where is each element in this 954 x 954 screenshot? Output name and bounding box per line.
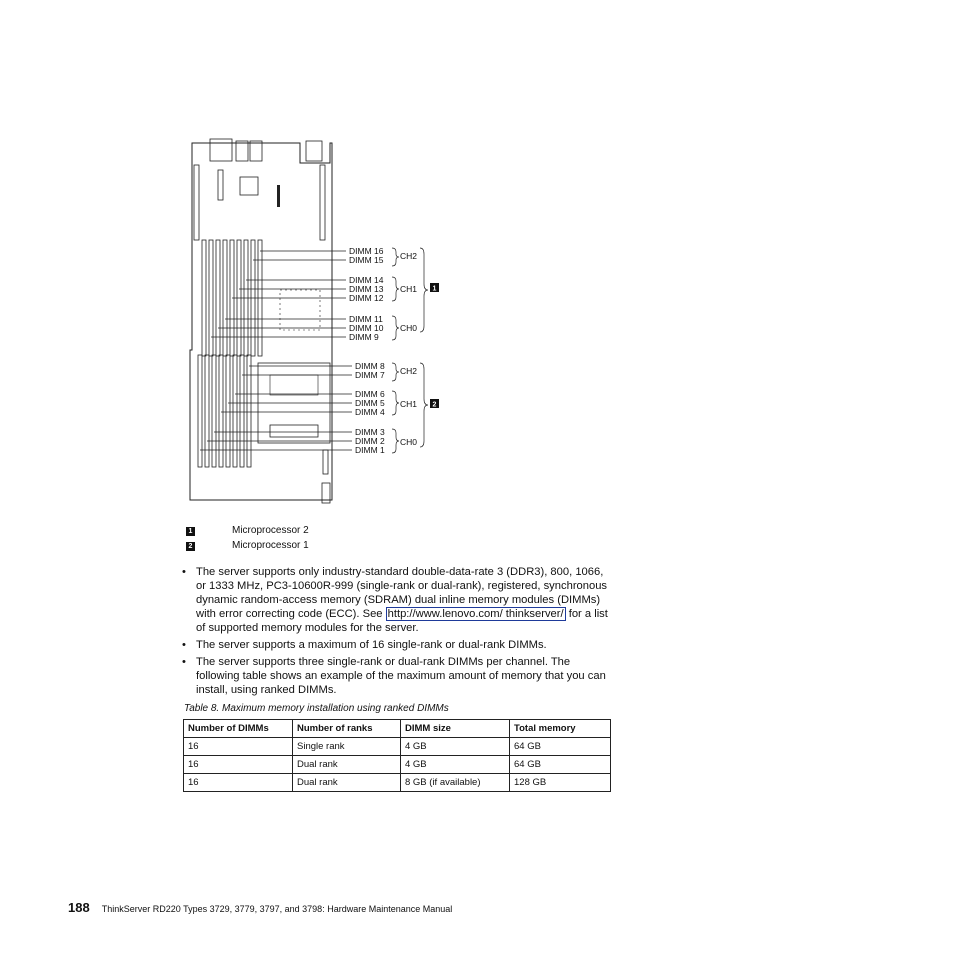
table-row	[184, 738, 611, 756]
table-row	[184, 774, 611, 792]
processor-2-socket	[280, 290, 320, 330]
dimm-label: DIMM 11	[349, 314, 383, 324]
dimm-label: DIMM 3	[355, 427, 385, 437]
chip	[240, 177, 258, 195]
dimm-label: DIMM 14	[349, 275, 384, 285]
table-row	[184, 756, 611, 774]
table-cell: Single rank	[293, 738, 401, 756]
bullet-text: The server supports three single-rank or dual-rank DIMMs per channel. The following table shows an example of the maximum amount of memory that you can install, using ranked DIMMs.	[196, 656, 606, 696]
rear-connector	[210, 139, 232, 161]
dimm-label: DIMM 5	[355, 398, 385, 408]
bullet-text: for a list of supported memory modules for the server.	[196, 608, 608, 634]
column-header: DIMM size	[401, 720, 510, 738]
connector	[218, 170, 223, 200]
leader-lines-upper	[211, 251, 346, 337]
table-cell: 64 GB	[510, 756, 611, 774]
channel-label: CH1	[400, 399, 418, 409]
dimm-label: DIMM 16	[349, 246, 384, 256]
dimm-label: DIMM 4	[355, 407, 385, 417]
bullet-text: The server supports only industry-standard double-data-rate 3 (DDR3), 800, 1066, or 1333 MHz, PC3-10600R-999 (single-rank or dual-rank), registered, synchronous dynamic random-access memory (SDRAM) dual inline memory modules (DIMMs) with error correcting code (ECC). See	[196, 566, 608, 620]
bullet-dot: •	[182, 566, 186, 578]
legend-row	[186, 525, 309, 537]
riser-slot	[320, 165, 325, 240]
dimm-label: DIMM 10	[349, 323, 384, 333]
list-item	[182, 638, 612, 652]
dimm-label: DIMM 8	[355, 361, 385, 371]
legend-label: Microprocessor 2	[232, 525, 309, 536]
channel-label: CH2	[400, 366, 418, 376]
lenovo-thinkserver-link[interactable]: http://www.lenovo.com/ thinkserver/	[387, 608, 564, 620]
table-cell: 16	[184, 756, 293, 774]
cpu-retainer	[270, 425, 318, 437]
dimm-label: DIMM 1	[355, 445, 385, 455]
table-cell: 4 GB	[401, 756, 510, 774]
dimm-label: DIMM 6	[355, 389, 385, 399]
table-cell: Dual rank	[293, 756, 401, 774]
bullet-dot: •	[182, 639, 186, 651]
legend-number: 2	[186, 542, 195, 551]
channel-braces	[392, 248, 428, 453]
connector	[277, 185, 280, 207]
riser-slot	[194, 165, 199, 240]
channel-label: CH1	[400, 284, 418, 294]
dimm-label: DIMM 12	[349, 293, 384, 303]
column-header: Total memory	[510, 720, 611, 738]
page-footer	[68, 900, 452, 915]
table-cell: 128 GB	[510, 774, 611, 792]
dimm-label: DIMM 9	[349, 332, 379, 342]
dimm-label: DIMM 7	[355, 370, 385, 380]
manual-title: ThinkServer RD220 Types 3729, 3779, 3797, and 3798: Hardware Maintenance Manual	[101, 904, 453, 914]
dimm-label: DIMM 13	[349, 284, 384, 294]
table-cell: 4 GB	[401, 738, 510, 756]
bullet-text: The server supports a maximum of 16 single-rank or dual-rank DIMMs.	[196, 639, 547, 651]
cpu-retainer	[270, 375, 318, 395]
pci-slot	[323, 450, 328, 474]
rear-connector	[306, 141, 322, 161]
legend-label: Microprocessor 1	[232, 540, 309, 551]
list-item	[182, 655, 612, 697]
page-number: 188	[68, 900, 90, 915]
list-item	[182, 565, 612, 635]
system-board-dimm-diagram	[180, 135, 460, 505]
bullet-list	[182, 565, 612, 700]
callout-2: 2	[432, 401, 437, 409]
channel-label: CH0	[400, 437, 418, 447]
table-cell: 16	[184, 738, 293, 756]
rear-connector	[236, 141, 248, 161]
table-caption: Table 8. Maximum memory installation using ranked DIMMs	[184, 703, 449, 714]
column-header: Number of ranks	[293, 720, 401, 738]
rear-connector	[250, 141, 262, 161]
table-cell: 8 GB (if available)	[401, 774, 510, 792]
column-header: Number of DIMMs	[184, 720, 293, 738]
table-header-row	[184, 720, 611, 738]
legend-row	[186, 540, 309, 552]
table-cell: 16	[184, 774, 293, 792]
dimm-label: DIMM 2	[355, 436, 385, 446]
board-outline	[190, 143, 332, 500]
channel-label: CH2	[400, 251, 418, 261]
dimm-label: DIMM 15	[349, 255, 384, 265]
legend-number: 1	[186, 527, 195, 536]
bullet-dot: •	[182, 656, 186, 668]
callout-1: 1	[432, 285, 437, 293]
channel-label: CH0	[400, 323, 418, 333]
table-cell: Dual rank	[293, 774, 401, 792]
table-cell: 64 GB	[510, 738, 611, 756]
memory-table	[183, 719, 611, 792]
